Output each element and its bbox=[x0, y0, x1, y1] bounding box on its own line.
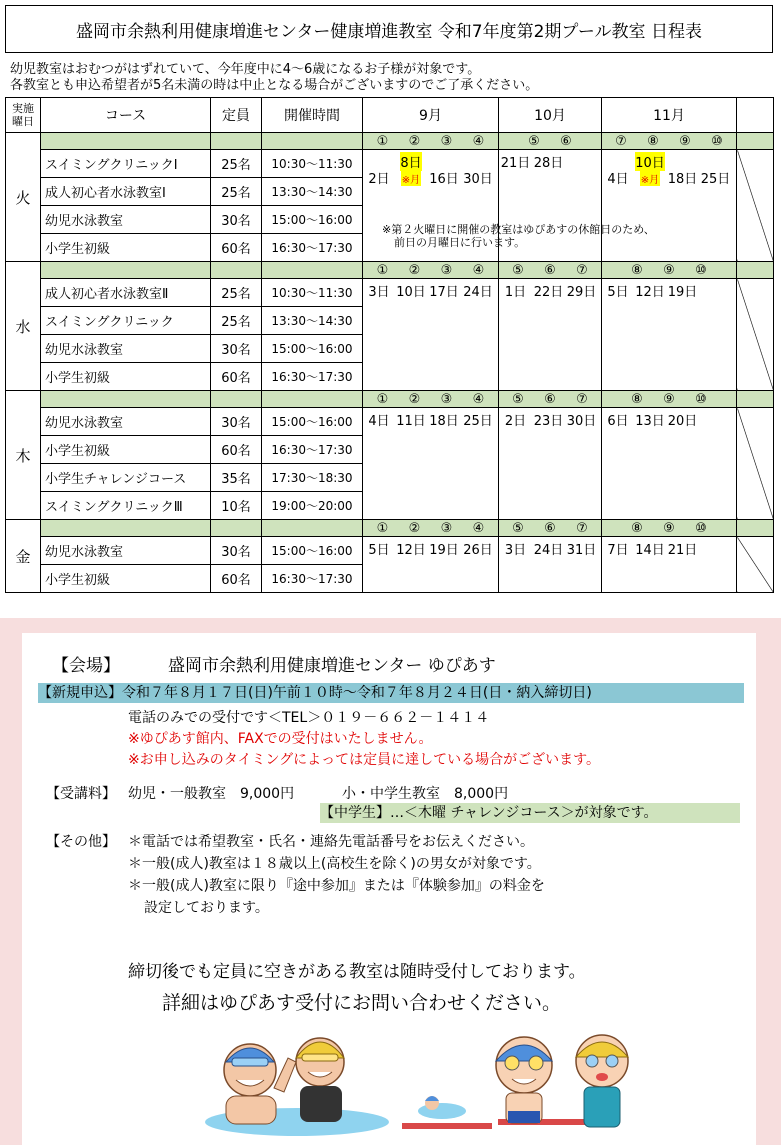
course-time: 15:00～16:00 bbox=[262, 537, 363, 565]
session-date bbox=[532, 410, 565, 429]
session-date bbox=[363, 410, 395, 429]
session-number: ② bbox=[408, 391, 421, 407]
session-number: ⑤ bbox=[512, 520, 524, 536]
course-time: 15:00～16:00 bbox=[262, 408, 363, 436]
session-number: ⑤ bbox=[512, 262, 524, 278]
session-date-text: 20日 bbox=[667, 414, 698, 429]
session-date-text: 4日 bbox=[368, 414, 390, 429]
session-date bbox=[499, 152, 532, 171]
course-capacity: 25名 bbox=[211, 178, 262, 206]
course-name: 小学生初級 bbox=[41, 234, 211, 262]
session-dates-oct bbox=[499, 408, 602, 520]
session-date bbox=[602, 168, 634, 187]
band-cell bbox=[41, 133, 211, 150]
session-date-text: 5日 bbox=[368, 543, 390, 558]
notice-no-fax: ※ゆぴあす館内、FAXでの受付はいたしません。 bbox=[128, 731, 433, 747]
session-numbers-sep bbox=[363, 133, 499, 150]
session-date bbox=[395, 281, 427, 300]
course-capacity: 30名 bbox=[211, 206, 262, 234]
course-time: 17:30～18:30 bbox=[262, 464, 363, 492]
session-date bbox=[634, 410, 666, 429]
header-capacity: 定員 bbox=[211, 98, 262, 133]
course-name: 小学生チャレンジコース bbox=[41, 464, 211, 492]
day-cell: 火 bbox=[6, 133, 41, 262]
session-dates-sep bbox=[363, 408, 499, 520]
session-date-text: 6日 bbox=[607, 414, 629, 429]
session-date bbox=[499, 410, 532, 429]
course-time: 16:30～17:30 bbox=[262, 565, 363, 593]
session-date bbox=[461, 281, 495, 300]
session-date-text: 26日 bbox=[463, 543, 493, 558]
course-time: 19:00～20:00 bbox=[262, 492, 363, 520]
session-date bbox=[634, 539, 666, 558]
session-date-text: 4日 bbox=[607, 172, 629, 187]
session-number: ⑩ bbox=[695, 262, 707, 278]
session-dates-nov bbox=[602, 279, 737, 391]
session-date bbox=[363, 168, 395, 187]
blank-slash-cell bbox=[737, 408, 774, 520]
course-capacity: 10名 bbox=[211, 492, 262, 520]
band-cell bbox=[211, 262, 262, 279]
session-numbers-nov bbox=[602, 133, 737, 150]
course-row bbox=[6, 408, 774, 436]
session-date-text: 2日 bbox=[368, 172, 390, 187]
schedule-table bbox=[5, 97, 774, 593]
session-date bbox=[461, 168, 495, 187]
session-date bbox=[427, 168, 461, 187]
session-date-text: 5日 bbox=[607, 285, 629, 300]
session-date-text: 1日 bbox=[504, 285, 527, 300]
other-note-4: 設定しております。 bbox=[144, 900, 269, 916]
session-number: ⑧ bbox=[647, 133, 659, 149]
band-cell bbox=[211, 520, 262, 537]
other-label: 【その他】 bbox=[46, 834, 116, 850]
session-number: ⑨ bbox=[663, 391, 675, 407]
session-number: ⑨ bbox=[663, 262, 675, 278]
monday-mark: ※月 bbox=[401, 171, 421, 186]
session-date-text: 16日 bbox=[429, 172, 459, 187]
session-date bbox=[634, 152, 666, 187]
header-blank bbox=[737, 98, 774, 133]
day-cell: 金 bbox=[6, 520, 41, 593]
session-numbers-oct bbox=[499, 133, 602, 150]
header-november: 11月 bbox=[602, 98, 737, 133]
band-cell bbox=[737, 133, 774, 150]
session-date bbox=[427, 281, 461, 300]
monday-mark: ※月 bbox=[640, 171, 660, 186]
course-time: 10:30～11:30 bbox=[262, 150, 363, 178]
day-band-row bbox=[6, 133, 774, 150]
day-cell: 水 bbox=[6, 262, 41, 391]
course-name: 成人初心者水泳教室Ⅰ bbox=[41, 178, 211, 206]
session-date bbox=[461, 539, 495, 558]
session-date bbox=[532, 152, 565, 171]
band-cell bbox=[211, 133, 262, 150]
session-number: ⑦ bbox=[615, 133, 627, 149]
course-name: スイミングクリニックⅠ bbox=[41, 150, 211, 178]
session-numbers-nov bbox=[602, 520, 737, 537]
info-panel bbox=[22, 633, 756, 1145]
session-number: ⑤ bbox=[528, 133, 540, 149]
header-time: 開催時間 bbox=[262, 98, 363, 133]
session-date-text: 10日 bbox=[635, 152, 665, 171]
day-band-row bbox=[6, 391, 774, 408]
venue bbox=[52, 651, 496, 676]
session-numbers-nov bbox=[602, 262, 737, 279]
closing-line-2: 詳細はゆぴあす受付にお問い合わせください。 bbox=[162, 992, 562, 1014]
session-date-text: 11日 bbox=[396, 414, 426, 429]
session-number: ⑩ bbox=[695, 391, 707, 407]
swimmers-adults-illustration bbox=[202, 1018, 392, 1136]
page-title: 盛岡市余熱利用健康増進センター健康増進教室 令和7年度第2期プール教室 日程表 bbox=[5, 5, 773, 53]
course-capacity: 60名 bbox=[211, 436, 262, 464]
session-date bbox=[565, 281, 598, 300]
course-capacity: 30名 bbox=[211, 537, 262, 565]
session-date bbox=[363, 281, 395, 300]
session-number: ⑦ bbox=[576, 391, 588, 407]
session-number: ③ bbox=[440, 520, 453, 536]
session-date bbox=[532, 281, 565, 300]
other-note-3: ＊一般(成人)教室に限り『途中参加』または『体験参加』の料金を bbox=[128, 878, 545, 894]
session-numbers-oct bbox=[499, 520, 602, 537]
session-date-text: 12日 bbox=[635, 285, 665, 300]
session-date bbox=[363, 539, 395, 558]
band-cell bbox=[262, 391, 363, 408]
session-date-text: 30日 bbox=[566, 414, 597, 429]
session-date-text: 3日 bbox=[504, 543, 527, 558]
session-date bbox=[499, 281, 532, 300]
session-date-text: 3日 bbox=[368, 285, 390, 300]
session-date bbox=[532, 539, 565, 558]
session-number: ⑨ bbox=[663, 520, 675, 536]
session-number: ⑧ bbox=[631, 262, 643, 278]
session-number: ⑥ bbox=[544, 262, 556, 278]
day-band-row bbox=[6, 262, 774, 279]
session-number: ④ bbox=[472, 133, 485, 149]
session-date-text: 29日 bbox=[566, 285, 597, 300]
course-capacity: 60名 bbox=[211, 565, 262, 593]
course-capacity: 30名 bbox=[211, 335, 262, 363]
session-number: ② bbox=[408, 520, 421, 536]
session-date-text: 17日 bbox=[429, 285, 459, 300]
session-date-text: 10日 bbox=[396, 285, 426, 300]
header-day: 実施 曜日 bbox=[6, 98, 41, 133]
session-numbers-oct bbox=[499, 391, 602, 408]
session-date-text: 18日 bbox=[429, 414, 459, 429]
band-cell bbox=[737, 262, 774, 279]
session-date-text: 2日 bbox=[504, 414, 527, 429]
session-date bbox=[395, 539, 427, 558]
day-cell: 木 bbox=[6, 391, 41, 520]
course-capacity: 30名 bbox=[211, 408, 262, 436]
session-number: ⑧ bbox=[631, 520, 643, 536]
session-date-text: 14日 bbox=[635, 543, 665, 558]
session-numbers-nov bbox=[602, 391, 737, 408]
course-time: 10:30～11:30 bbox=[262, 279, 363, 307]
fee-label: 【受講料】 bbox=[46, 786, 116, 802]
session-date-text: 25日 bbox=[700, 172, 731, 187]
header-course: コース bbox=[41, 98, 211, 133]
session-date-text: 21日 bbox=[667, 543, 698, 558]
session-date-text: 18日 bbox=[667, 172, 698, 187]
course-time: 15:00～16:00 bbox=[262, 206, 363, 234]
venue-name: 盛岡市余熱利用健康増進センター ゆぴあす bbox=[168, 656, 496, 676]
session-date bbox=[666, 281, 699, 300]
session-number: ② bbox=[408, 262, 421, 278]
course-capacity: 25名 bbox=[211, 279, 262, 307]
session-number: ⑥ bbox=[544, 520, 556, 536]
junior-note: 【中学生】…＜木曜 チャレンジコース＞が対象です。 bbox=[320, 803, 740, 823]
fee-general: 幼児・一般教室 9,000円 bbox=[128, 786, 295, 802]
session-number: ④ bbox=[472, 520, 485, 536]
session-number: ⑥ bbox=[560, 133, 572, 149]
band-cell bbox=[211, 391, 262, 408]
band-cell bbox=[41, 262, 211, 279]
session-date bbox=[602, 410, 634, 429]
venue-label: 【会場】 bbox=[52, 656, 120, 676]
course-row bbox=[6, 279, 774, 307]
band-cell bbox=[262, 262, 363, 279]
session-date-text: 30日 bbox=[463, 172, 493, 187]
session-dates-nov bbox=[602, 408, 737, 520]
session-date-text: 12日 bbox=[396, 543, 426, 558]
course-row bbox=[6, 537, 774, 565]
session-date bbox=[634, 281, 666, 300]
new-application-label: 【新規申込】 bbox=[38, 685, 122, 701]
course-capacity: 60名 bbox=[211, 234, 262, 262]
session-date bbox=[602, 539, 634, 558]
fee-student: 小・中学生教室 8,000円 bbox=[342, 786, 509, 802]
session-date-text: 19日 bbox=[429, 543, 459, 558]
other-note-2: ＊一般(成人)教室は１８歳以上(高校生を除く)の男女が対象です。 bbox=[128, 856, 541, 872]
session-number: ⑩ bbox=[695, 520, 707, 536]
session-number: ① bbox=[376, 133, 389, 149]
session-date-text: 24日 bbox=[463, 285, 493, 300]
session-date-text: 22日 bbox=[533, 285, 564, 300]
session-date-text: 13日 bbox=[635, 414, 665, 429]
blank-slash-cell bbox=[737, 537, 774, 593]
session-numbers-sep bbox=[363, 262, 499, 279]
course-name: 幼児水泳教室 bbox=[41, 335, 211, 363]
session-date-text: 24日 bbox=[533, 543, 564, 558]
session-date bbox=[461, 410, 495, 429]
band-cell bbox=[737, 391, 774, 408]
session-date-text: 28日 bbox=[533, 156, 564, 171]
session-number: ① bbox=[376, 391, 389, 407]
blank-slash-cell bbox=[737, 279, 774, 391]
session-date bbox=[666, 410, 699, 429]
session-number: ④ bbox=[472, 262, 485, 278]
session-number: ⑩ bbox=[711, 133, 723, 149]
info-section bbox=[0, 618, 781, 1145]
course-time: 15:00～16:00 bbox=[262, 335, 363, 363]
session-date bbox=[565, 410, 598, 429]
session-date bbox=[395, 410, 427, 429]
band-cell bbox=[737, 520, 774, 537]
session-number: ③ bbox=[440, 133, 453, 149]
session-number: ④ bbox=[472, 391, 485, 407]
blank-slash-cell bbox=[737, 150, 774, 262]
session-date bbox=[602, 281, 634, 300]
course-name: スイミングクリニック bbox=[41, 307, 211, 335]
course-capacity: 25名 bbox=[211, 150, 262, 178]
closing-line-1: 締切後でも定員に空きがある教室は随時受付しております。 bbox=[128, 962, 586, 982]
session-date bbox=[565, 539, 598, 558]
course-time: 13:30～14:30 bbox=[262, 178, 363, 206]
session-number: ⑥ bbox=[544, 391, 556, 407]
course-name: 幼児水泳教室 bbox=[41, 537, 211, 565]
session-date-text: 8日 bbox=[400, 152, 421, 171]
session-date-text: 25日 bbox=[463, 414, 493, 429]
header-row bbox=[6, 98, 774, 133]
session-date-text: 23日 bbox=[533, 414, 564, 429]
course-time: 13:30～14:30 bbox=[262, 307, 363, 335]
session-dates-oct bbox=[499, 537, 602, 593]
session-dates-nov bbox=[602, 537, 737, 593]
notice-capacity: ※お申し込みのタイミングによっては定員に達している場合がございます。 bbox=[128, 752, 601, 768]
course-row bbox=[6, 150, 774, 178]
session-number: ⑤ bbox=[512, 391, 524, 407]
session-date bbox=[395, 152, 427, 187]
session-dates-sep bbox=[363, 537, 499, 593]
session-date bbox=[666, 539, 699, 558]
session-date-text: 7日 bbox=[607, 543, 629, 558]
course-name: 小学生初級 bbox=[41, 436, 211, 464]
course-name: 成人初心者水泳教室Ⅱ bbox=[41, 279, 211, 307]
new-application bbox=[38, 683, 744, 703]
session-number: ③ bbox=[440, 391, 453, 407]
course-capacity: 60名 bbox=[211, 363, 262, 391]
session-date bbox=[699, 168, 732, 187]
course-time: 16:30～17:30 bbox=[262, 363, 363, 391]
course-name: 小学生初級 bbox=[41, 565, 211, 593]
session-number: ② bbox=[408, 133, 421, 149]
session-number: ③ bbox=[440, 262, 453, 278]
session-date-text: 19日 bbox=[667, 285, 698, 300]
course-name: スイミングクリニックⅢ bbox=[41, 492, 211, 520]
header-october: 10月 bbox=[499, 98, 602, 133]
intro-line-2: 各教室とも申込希望者が5名未満の時は中止となる場合がございますのでご了承ください。 bbox=[10, 78, 539, 93]
course-capacity: 35名 bbox=[211, 464, 262, 492]
course-name: 幼児水泳教室 bbox=[41, 206, 211, 234]
course-time: 16:30～17:30 bbox=[262, 436, 363, 464]
session-numbers-oct bbox=[499, 262, 602, 279]
phone-line: 電話のみでの受付です＜TEL＞０１９－６６２－１４１４ bbox=[128, 710, 490, 726]
band-cell bbox=[41, 520, 211, 537]
session-dates-sep bbox=[363, 279, 499, 391]
course-time: 16:30～17:30 bbox=[262, 234, 363, 262]
course-name: 幼児水泳教室 bbox=[41, 408, 211, 436]
session-date bbox=[427, 410, 461, 429]
session-number: ⑦ bbox=[576, 262, 588, 278]
session-number: ① bbox=[376, 262, 389, 278]
intro-text bbox=[10, 62, 538, 94]
session-numbers-sep bbox=[363, 391, 499, 408]
session-date bbox=[427, 539, 461, 558]
session-numbers-sep bbox=[363, 520, 499, 537]
new-application-period: 令和７年８月１７日(日)午前１０時～令和７年８月２４日(日・納入締切日) bbox=[122, 685, 592, 701]
course-capacity: 25名 bbox=[211, 307, 262, 335]
tuesday-note: ※第２火曜日に開催の教室はゆぴあすの休館日のため、 前日の月曜日に行います。 bbox=[382, 223, 655, 249]
intro-line-1: 幼児教室はおむつがはずれていて、今年度中に4～6歳になるお子様が対象です。 bbox=[10, 62, 481, 77]
session-date bbox=[499, 539, 532, 558]
session-date-text: 31日 bbox=[566, 543, 597, 558]
session-date bbox=[666, 168, 699, 187]
swimmers-children-illustration bbox=[402, 1025, 742, 1137]
band-cell bbox=[41, 391, 211, 408]
course-name: 小学生初級 bbox=[41, 363, 211, 391]
session-number: ① bbox=[376, 520, 389, 536]
band-cell bbox=[262, 520, 363, 537]
session-number: ⑧ bbox=[631, 391, 643, 407]
session-number: ⑨ bbox=[679, 133, 691, 149]
session-date-text: 21日 bbox=[500, 156, 531, 171]
day-band-row bbox=[6, 520, 774, 537]
other-note-1: ＊電話では希望教室・氏名・連絡先電話番号をお伝えください。 bbox=[128, 834, 534, 850]
band-cell bbox=[262, 133, 363, 150]
header-september: 9月 bbox=[363, 98, 499, 133]
session-number: ⑦ bbox=[576, 520, 588, 536]
session-dates-oct bbox=[499, 279, 602, 391]
